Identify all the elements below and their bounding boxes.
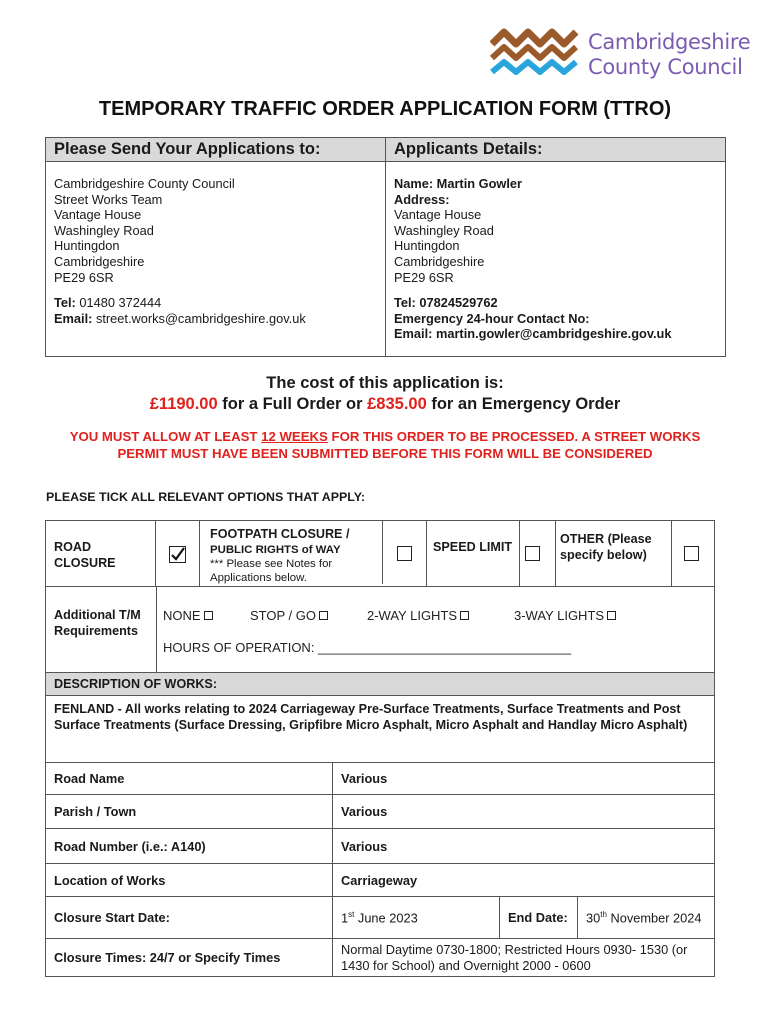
applicant-line: Washingley Road [394, 222, 494, 238]
tm-none-checkbox[interactable] [204, 611, 213, 620]
send-to-line: PE29 6SR [54, 269, 114, 285]
other-label: OTHER (Please specify below) [560, 532, 652, 562]
logo-wordmark [588, 30, 750, 80]
tm-2way-option[interactable] [367, 608, 469, 623]
tm-3way-option[interactable] [514, 608, 616, 623]
tm-stop-go-label: STOP / GO [250, 608, 316, 623]
tm-none-option[interactable] [163, 608, 213, 623]
closure-options-row [46, 521, 714, 587]
location-label: Location of Works [46, 864, 333, 897]
footpath-title: FOOTPATH CLOSURE / [210, 527, 350, 541]
send-to-heading: Please Send Your Applications to: [46, 138, 386, 162]
send-to-email [54, 311, 377, 327]
form-title: TEMPORARY TRAFFIC ORDER APPLICATION FORM (TTRO) [98, 98, 672, 120]
table-row [46, 897, 715, 939]
start-rest: June 2023 [354, 910, 418, 926]
email-label: Email: [54, 310, 93, 326]
works-details-table [45, 762, 715, 977]
table-row [46, 864, 715, 897]
applicant-line: PE29 6SR [394, 269, 454, 285]
end-date-label: End Date: [500, 897, 578, 939]
send-to-line: Cambridgeshire [54, 253, 145, 269]
description-text: FENLAND - All works relating to 2024 Carriageway Pre-Surface Treatments, Surface Treatments and Post Surface Treatments (Surface Dressing, Gripfibre Micro Asphalt, Micro Asphalt and Handlay Micro Asphalt) [54, 702, 688, 733]
council-logo [490, 28, 752, 82]
cost-line-2 [0, 394, 770, 415]
cost-block [0, 373, 770, 415]
warning-weeks: 12 WEEKS [261, 429, 328, 444]
address-table [45, 137, 726, 357]
tick-instruction: PLEASE TICK ALL RELEVANT OPTIONS THAT APPLY: [46, 490, 366, 504]
tm-2way-label: 2-WAY LIGHTS [367, 608, 458, 623]
applicant-tel: Tel: 07824529762 [394, 295, 498, 311]
other-checkbox-cell [672, 521, 714, 587]
cost-line-1: The cost of this application is: [266, 374, 504, 392]
applicant-emergency: Emergency 24-hour Contact No: [394, 310, 590, 326]
speed-limit-checkbox-cell [520, 521, 556, 587]
applicant-email: Email: martin.gowler@cambridgeshire.gov.uk [394, 326, 672, 342]
logo-line-1: Cambridgeshire [588, 30, 751, 54]
table-row [46, 795, 715, 829]
footpath-note: *** Please see Notes for Applications below. [210, 557, 333, 584]
applicant-heading: Applicants Details: [386, 138, 726, 162]
tel-label: Tel: [54, 295, 76, 311]
send-to-line: Vantage House [54, 207, 142, 223]
additional-tm-label: Additional T/M Requirements [54, 608, 141, 638]
tm-stop-go-checkbox[interactable] [319, 611, 328, 620]
end-sup: th [600, 909, 607, 919]
description-box [45, 673, 715, 763]
email-value: street.works@cambridgeshire.gov.uk [95, 310, 306, 326]
tm-stop-go-option[interactable] [250, 608, 328, 623]
tm-3way-label: 3-WAY LIGHTS [514, 608, 605, 623]
road-number-value: Various [333, 829, 715, 864]
checkmark-icon [170, 547, 185, 562]
processing-warning [45, 429, 725, 462]
location-value: Carriageway [333, 864, 715, 897]
road-closure-checkbox-cell [156, 521, 200, 587]
closure-times-label: Closure Times: 24/7 or Specify Times [46, 939, 333, 977]
send-to-line: Huntingdon [54, 238, 120, 254]
start-day: 1 [341, 910, 349, 926]
applicant-name: Name: Martin Gowler [394, 176, 522, 191]
applicant-address-label: Address: [394, 191, 450, 207]
send-to-tel [54, 295, 377, 311]
send-to-address [46, 162, 386, 357]
tel-value: 01480 372444 [79, 295, 162, 311]
send-to-line: Street Works Team [54, 191, 163, 207]
cost-end: for an Emergency Order [426, 395, 621, 413]
start-sup: st [348, 909, 355, 919]
speed-limit-checkbox[interactable] [525, 546, 540, 561]
table-row [46, 829, 715, 864]
road-closure-cell [46, 521, 156, 587]
speed-limit-cell [427, 521, 520, 587]
other-cell [556, 521, 672, 587]
emergency-order-price: £835.00 [367, 395, 427, 413]
table-row [46, 939, 715, 977]
cost-mid: for a Full Order or [217, 395, 368, 413]
applicant-line: Vantage House [394, 207, 482, 223]
road-number-label: Road Number (i.e.: A140) [46, 829, 333, 864]
closure-times-value: Normal Daytime 0730-1800; Restricted Hours 0930- 1530 (or 1430 for School) and Overnight 2000 - 0600 [333, 939, 715, 977]
send-to-line: Washingley Road [54, 222, 154, 238]
tm-3way-checkbox[interactable] [607, 611, 616, 620]
warning-pre: YOU MUST ALLOW AT LEAST [69, 429, 262, 444]
road-closure-checkbox[interactable] [169, 546, 186, 563]
road-name-label: Road Name [46, 763, 333, 795]
tm-none-label: NONE [163, 608, 201, 623]
parish-value: Various [333, 795, 715, 829]
parish-label: Parish / Town [46, 795, 333, 829]
footpath-cell [200, 521, 382, 587]
tm-2way-checkbox[interactable] [460, 611, 469, 620]
applicant-details [386, 162, 726, 357]
footpath-sub: PUBLIC RIGHTS of WAY [210, 543, 341, 556]
speed-limit-label: SPEED LIMIT [433, 540, 513, 554]
start-date-value [333, 897, 500, 939]
footpath-text [210, 527, 382, 585]
applicant-line: Huntingdon [394, 238, 460, 254]
logo-line-2: County Council [588, 55, 743, 79]
other-checkbox[interactable] [684, 546, 699, 561]
full-order-price: £1190.00 [149, 395, 218, 413]
table-row [46, 763, 715, 795]
description-heading: DESCRIPTION OF WORKS: [46, 673, 714, 696]
footpath-checkbox[interactable] [397, 546, 412, 561]
options-box [45, 520, 715, 673]
end-date-value [578, 897, 715, 939]
road-closure-label: ROAD CLOSURE [54, 540, 116, 570]
council-logo-icon [490, 28, 582, 78]
send-to-line: Cambridgeshire County Council [54, 176, 235, 191]
divider [156, 587, 157, 673]
start-date-label: Closure Start Date: [46, 897, 333, 939]
end-rest: November 2024 [606, 910, 702, 926]
end-day: 30 [586, 910, 601, 926]
road-name-value: Various [333, 763, 715, 795]
warning-post: FOR THIS ORDER TO BE PROCESSED. A STREET WORKS PERMIT MUST HAVE BEEN SUBMITTED BEFORE THIS FORM WILL BE CONSIDERED [117, 429, 701, 461]
hours-of-operation-field[interactable]: HOURS OF OPERATION: ___________________________________ [163, 640, 572, 655]
applicant-line: Cambridgeshire [394, 253, 485, 269]
footpath-checkbox-cell [383, 521, 427, 587]
